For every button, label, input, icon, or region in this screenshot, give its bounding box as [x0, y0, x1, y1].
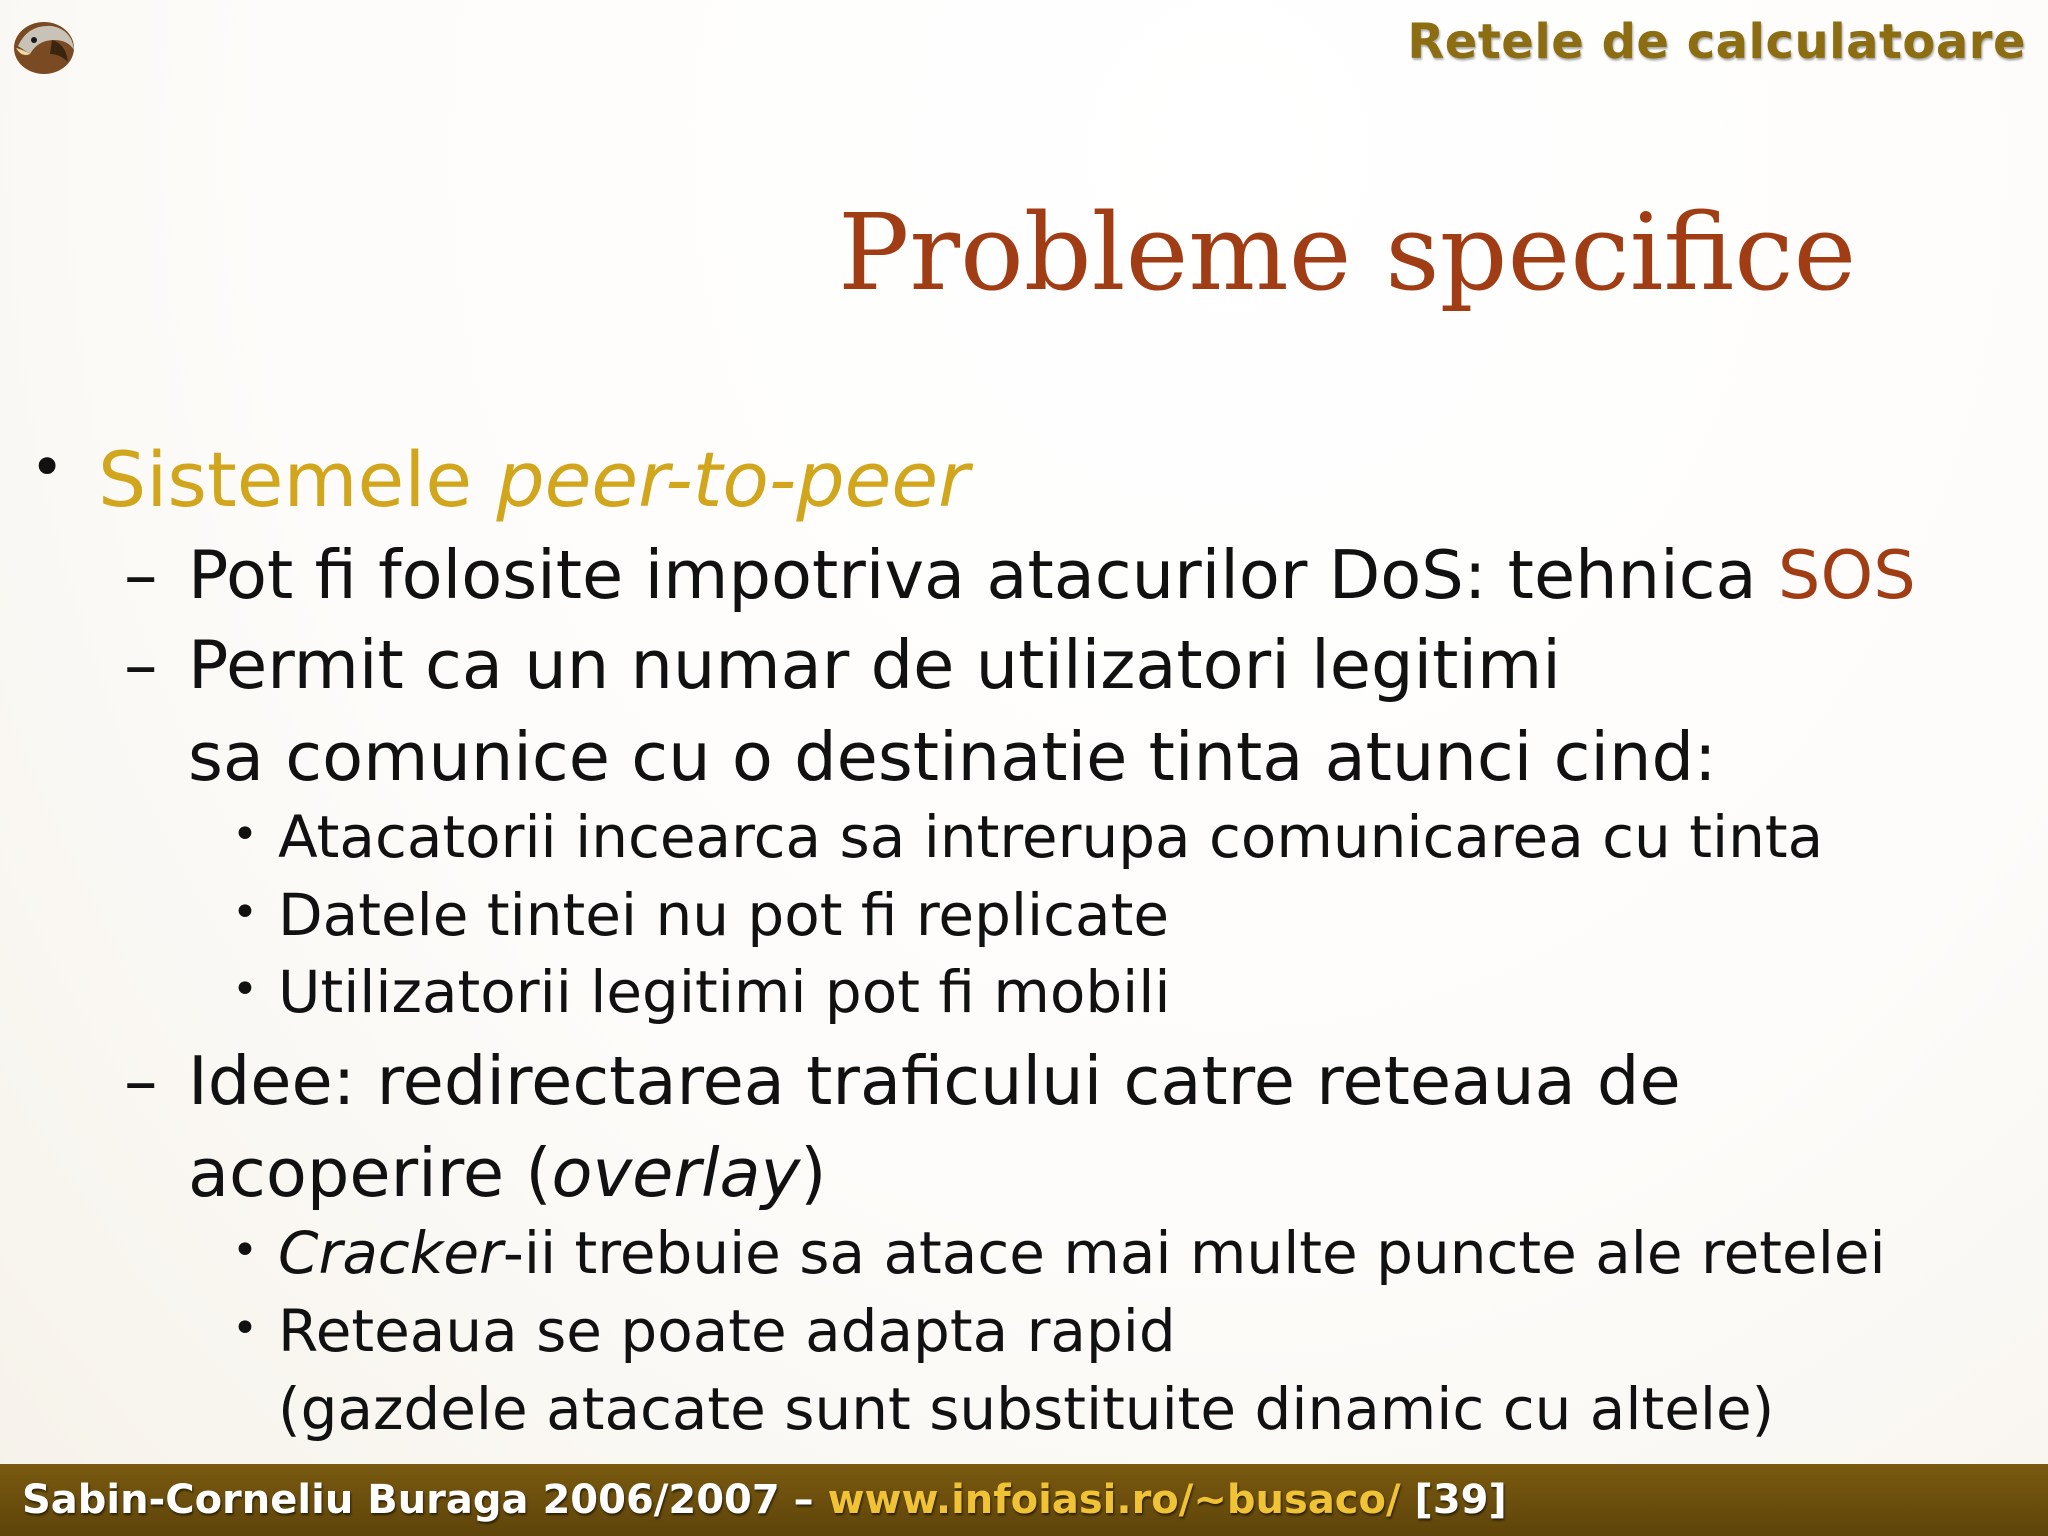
cracker-italic: Cracker	[278, 1219, 503, 1287]
dash-marker: –	[124, 626, 158, 704]
list-item	[278, 1219, 1886, 1287]
bullet-dot-icon: •	[232, 964, 258, 1015]
idee-close: )	[800, 1134, 827, 1212]
dash-marker: –	[124, 1042, 158, 1120]
subbullet-permit-line1: Permit ca un numar de utilizatori legitimi	[188, 626, 1561, 704]
bullet-text: Sistemele	[98, 435, 497, 524]
overlay-italic: overlay	[551, 1134, 801, 1212]
footer-text	[22, 1477, 1507, 1523]
subbullet-sos	[188, 536, 1916, 614]
footer-page-number: [39]	[1400, 1477, 1507, 1523]
bullet-peer-to-peer	[98, 435, 970, 524]
bullet-text-italic: peer-to-peer	[496, 435, 970, 524]
cracker-rest: -ii trebuie sa atace mai multe puncte ale retelei	[502, 1219, 1886, 1287]
idee-text: acoperire (	[188, 1134, 552, 1212]
footer-url-link[interactable]: www.infoiasi.ro/~busaco/	[827, 1477, 1401, 1523]
course-title: Retele de calculatoare	[1407, 14, 2026, 70]
dash-marker: –	[124, 536, 158, 614]
subbullet-permit-line2: sa comunice cu o destinatie tinta atunci cind:	[188, 718, 1717, 796]
footer-author: Sabin-Corneliu Buraga 2006/2007 –	[22, 1477, 828, 1523]
list-item: Atacatorii incearca sa intrerupa comunicarea cu tinta	[278, 803, 1824, 871]
list-item-line2: (gazdele atacate sunt substituite dinamic cu altele)	[278, 1375, 1775, 1443]
bullet-dot-icon: •	[232, 1303, 258, 1354]
bullet-dot-icon: •	[232, 887, 258, 938]
bullet-dot-icon: •	[232, 1225, 258, 1276]
eagle-head-icon	[8, 10, 80, 82]
list-item: Utilizatorii legitimi pot fi mobili	[278, 958, 1171, 1026]
list-item: Datele tintei nu pot fi replicate	[278, 881, 1170, 949]
sos-highlight: SOS	[1777, 536, 1916, 614]
bullet-dot-icon: •	[30, 433, 65, 501]
list-item-line1: Reteaua se poate adapta rapid	[278, 1297, 1176, 1365]
subbullet-text: Pot fi folosite impotriva atacurilor DoS: tehnica	[188, 536, 1778, 614]
subbullet-idee-line2	[188, 1134, 827, 1212]
slide-title: Probleme specifice	[838, 191, 1857, 314]
bullet-dot-icon: •	[232, 809, 258, 860]
subbullet-idee-line1: Idee: redirectarea traficului catre reteaua de	[188, 1042, 1681, 1120]
